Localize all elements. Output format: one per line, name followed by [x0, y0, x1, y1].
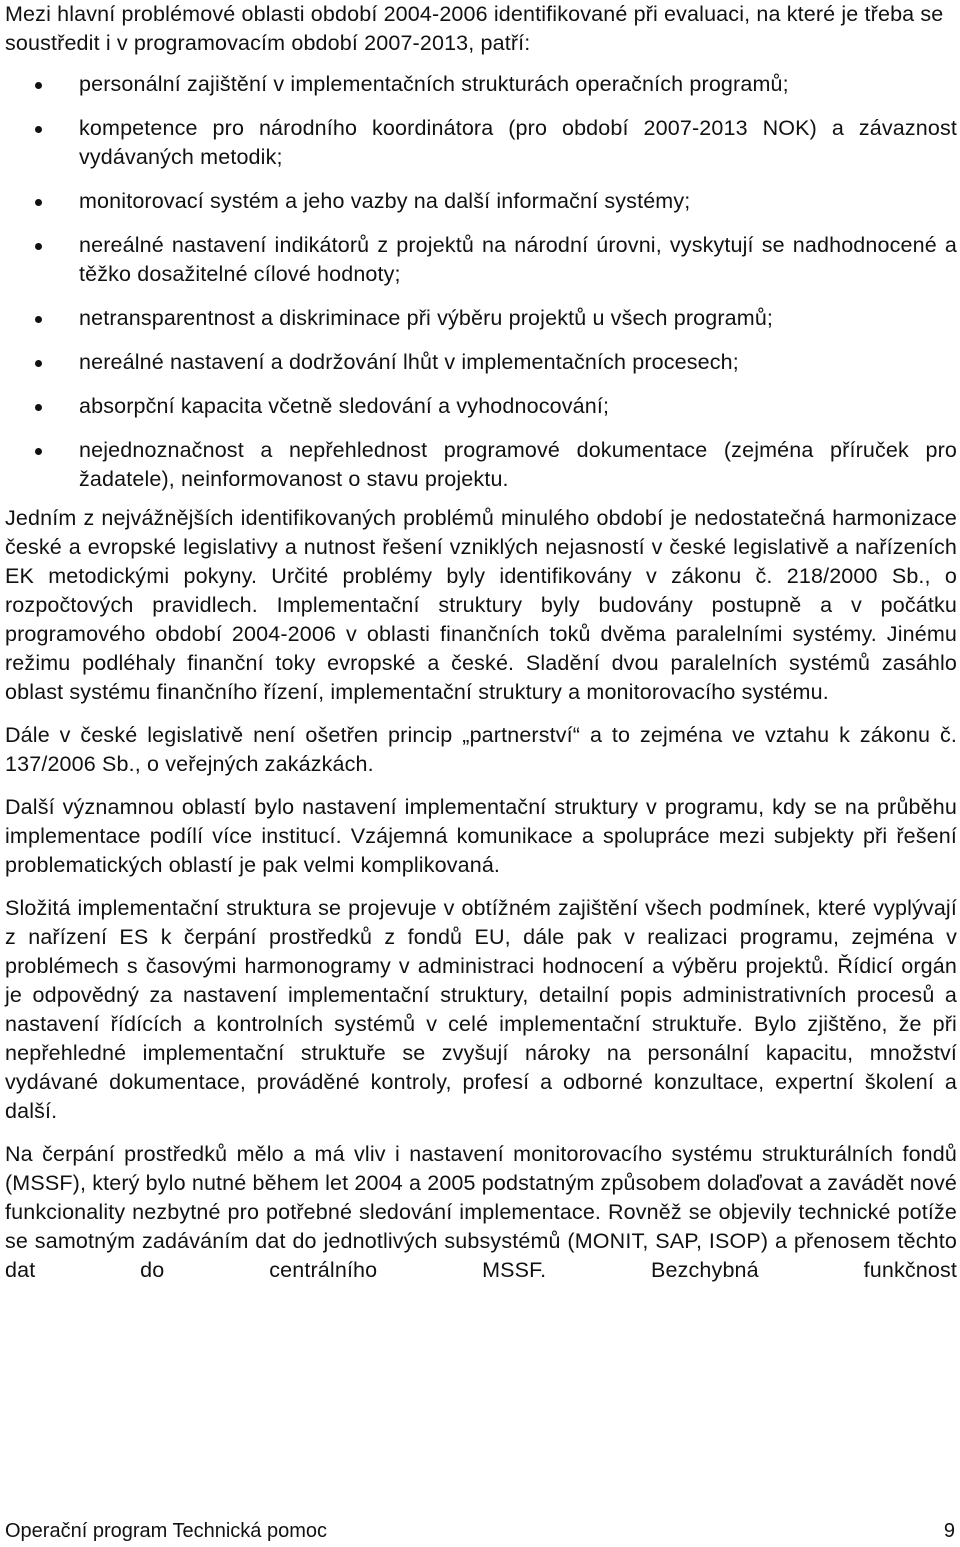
- list-item-text: kompetence pro národního koordinátora (pro období 2007-2013 NOK) a závaznost vydávaných metodik;: [79, 116, 957, 169]
- page-footer: [5, 1519, 955, 1543]
- bullet-icon: [35, 360, 42, 367]
- bullet-icon: [35, 126, 42, 133]
- list-item: [5, 392, 957, 421]
- list-item-text: nereálné nastavení a dodržování lhůt v implementačních procesech;: [79, 350, 739, 374]
- paragraph-harmonization: Jedním z nejvážnějších identifikovaných problémů minulého období je nedostatečná harmonizace české a evropské legislativy a nutnost řešení vzniklých nejasností v české legislativě a nařízeních EK metodickými pokyny. Určité problémy byly identifikovány v zákonu č. 218/2000 Sb., o rozpočtových pravidlech. Implementační struktury byly budovány postupně a v počátku programového období 2004-2006 v oblasti finančních toků dvěma paralelními systémy. Jinému režimu podléhaly finanční toky evropské a české. Sladění dvou paralelních systémů zasáhlo oblast systému finančního řízení, implementační struktury a monitorovacího systému.: [5, 506, 957, 704]
- bullet-icon: [35, 243, 42, 250]
- bullet-icon: [35, 82, 42, 89]
- list-item-text: absorpční kapacita včetně sledování a vyhodnocování;: [79, 394, 610, 418]
- intro-paragraph: Mezi hlavní problémové oblasti období 2004-2006 identifikované při evaluaci, na které je třeba se soustředit i v programovacím období 2007-2013, patří:: [5, 2, 944, 55]
- page-number: 9: [943, 1520, 955, 1542]
- list-item-text: nereálné nastavení indikátorů z projektů na národní úrovni, vyskytují se nadhodnocené a těžko dosažitelné cílové hodnoty;: [79, 233, 957, 286]
- list-item: [5, 70, 957, 99]
- list-item-text: personální zajištění v implementačních strukturách operačních programů;: [79, 72, 789, 96]
- list-item: [5, 114, 957, 172]
- list-item: [5, 187, 957, 216]
- problem-list: [5, 70, 957, 494]
- paragraph-complex-structure: Složitá implementační struktura se projevuje v obtížném zajištění všech podmínek, které vyplývají z nařízení ES k čerpání prostředků z fondů EU, dále pak v realizaci programu, zejména v problémech s časovými harmonogramy v administraci hodnocení a výběru projektů. Řídicí orgán je odpovědný za nastavení implementační struktury, detailní popis administrativních procesů a nastavení řídících a kontrolních systémů v celé implementační struktuře. Bylo zjištěno, že při nepřehledné implementační struktuře se zvyšují nároky na personální kapacitu, množství vydávané dokumentace, prováděné kontroly, profesí a odborné konzultace, expertní školení a další.: [5, 896, 957, 1123]
- bullet-icon: [35, 404, 42, 411]
- list-item-text: monitorovací systém a jeho vazby na další informační systémy;: [79, 189, 691, 213]
- list-item: [5, 436, 957, 494]
- list-item-text: nejednoznačnost a nepřehlednost programové dokumentace (zejména příruček pro žadatele), neinformovanost o stavu projektu.: [79, 438, 957, 491]
- list-item: [5, 231, 957, 289]
- bullet-icon: [35, 316, 42, 323]
- list-item-text: netransparentnost a diskriminace při výběru projektů u všech programů;: [79, 306, 774, 330]
- footer-title: Operační program Technická pomoc: [5, 1520, 328, 1542]
- document-page: [5, 0, 957, 1285]
- bullet-icon: [35, 448, 42, 455]
- list-item: [5, 348, 957, 377]
- bullet-icon: [35, 199, 42, 206]
- paragraph-implementation-structure: Další významnou oblastí bylo nastavení implementační struktury v programu, kdy se na průběhu implementace podílí více institucí. Vzájemná komunikace a spolupráce mezi subjekty při řešení problematických oblastí je pak velmi komplikovaná.: [5, 795, 957, 877]
- paragraph-partnership: Dále v české legislativě není ošetřen princip „partnerství“ a to zejména ve vztahu k zákonu č. 137/2006 Sb., o veřejných zakázkách.: [5, 723, 957, 776]
- list-item: [5, 304, 957, 333]
- paragraph-monitoring-system: Na čerpání prostředků mělo a má vliv i nastavení monitorovacího systému strukturálních fondů (MSSF), který bylo nutné během let 2004 a 2005 podstatným způsobem dolaďovat a zavádět nové funkcionality nezbytné pro potřebné sledování implementace. Rovněž se objevily technické potíže se samotným zadáváním dat do jednotlivých subsystémů (MONIT, SAP, ISOP) a přenosem těchto dat do centrálního MSSF. Bezchybná funkčnost: [5, 1142, 957, 1282]
